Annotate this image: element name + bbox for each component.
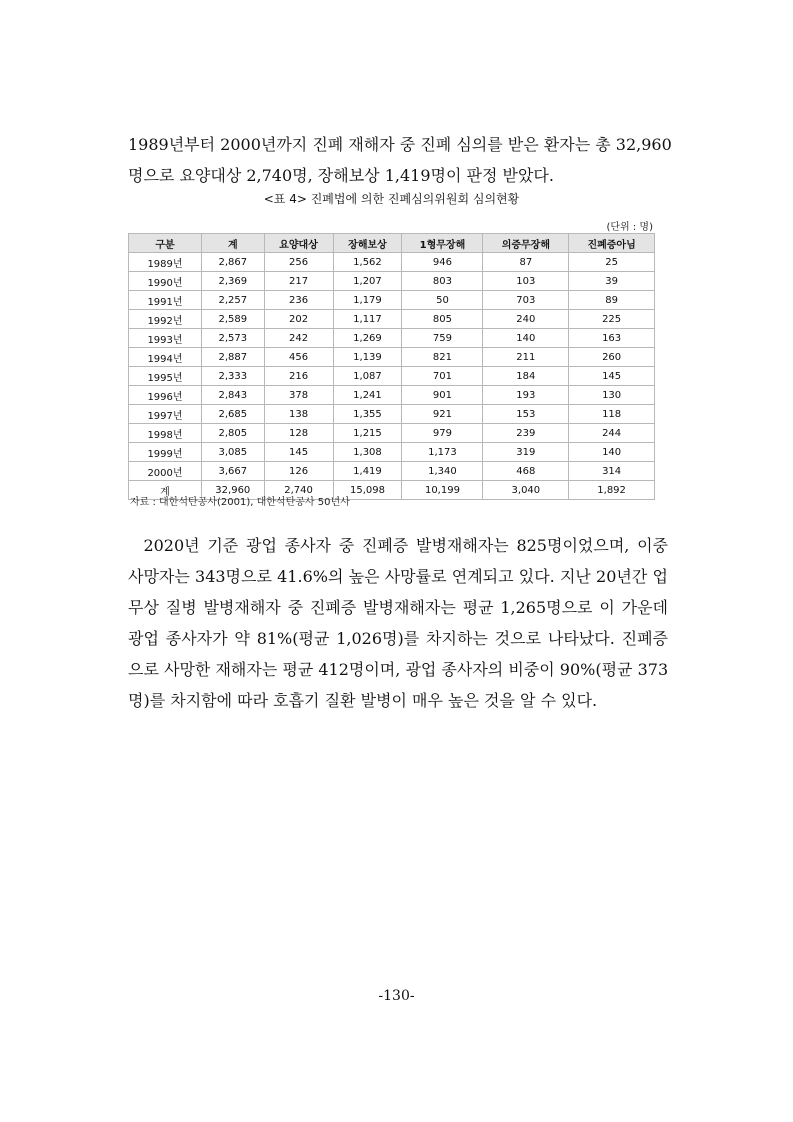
table-cell: 314: [569, 462, 655, 481]
table-cell: 921: [402, 405, 483, 424]
paragraph-line: 무상 질병 발병재해자 중 진폐증 발병재해자는 평균 1,265명으로 이 가운데: [128, 598, 668, 617]
row-label-cell: 1989년: [129, 253, 202, 272]
paragraph-line: 명)를 차지함에 따라 호흡기 질환 발병이 매우 높은 것을 알 수 있다.: [128, 691, 598, 710]
table-cell: 25: [569, 253, 655, 272]
table-row: [129, 272, 655, 291]
table-cell: 256: [264, 253, 333, 272]
table-cell: 239: [483, 424, 569, 443]
paragraph-line: 2020년 기준 광업 종사자 중 진폐증 발병재해자는 825명이었으며, 이중: [128, 536, 668, 555]
table-cell: 319: [483, 443, 569, 462]
table-cell: 10,199: [402, 481, 483, 500]
table-row: [129, 462, 655, 481]
table-cell: 2,887: [202, 348, 265, 367]
table-cell: 1,179: [333, 291, 402, 310]
table-row: [129, 443, 655, 462]
paragraph-line: 명으로 요양대상 2,740명, 장해보상 1,419명이 판정 받았다.: [128, 166, 554, 185]
table-cell: 2,740: [264, 481, 333, 500]
row-label-cell: 1996년: [129, 386, 202, 405]
row-label-cell: 2000년: [129, 462, 202, 481]
table-cell: 1,207: [333, 272, 402, 291]
table-cell: 979: [402, 424, 483, 443]
table-cell: 140: [569, 443, 655, 462]
table-cell: 260: [569, 348, 655, 367]
table-cell: 1,117: [333, 310, 402, 329]
table-cell: 225: [569, 310, 655, 329]
row-label-cell: 1992년: [129, 310, 202, 329]
table-cell: 211: [483, 348, 569, 367]
table-row: [129, 424, 655, 443]
row-label-cell: 1997년: [129, 405, 202, 424]
table-cell: 468: [483, 462, 569, 481]
table-source-note: 자료 : 대한석탄공사(2001), 대한석탄공사 50년사: [130, 497, 350, 508]
table-cell: 1,139: [333, 348, 402, 367]
table-cell: 103: [483, 272, 569, 291]
table-cell: 39: [569, 272, 655, 291]
row-label-cell: 1993년: [129, 329, 202, 348]
page-number: -130-: [378, 988, 415, 1004]
table-cell: 118: [569, 405, 655, 424]
table-row: [129, 329, 655, 348]
table-row: [129, 367, 655, 386]
table-cell: 1,241: [333, 386, 402, 405]
table-row: [129, 348, 655, 367]
row-label-cell: 1994년: [129, 348, 202, 367]
row-label-cell: 1990년: [129, 272, 202, 291]
column-header: 진폐증아님: [569, 234, 655, 253]
table-cell: 901: [402, 386, 483, 405]
table-cell: 2,257: [202, 291, 265, 310]
row-label-cell: 1998년: [129, 424, 202, 443]
table-cell: 145: [264, 443, 333, 462]
table-row: [129, 386, 655, 405]
table-cell: 2,333: [202, 367, 265, 386]
table-cell: 2,867: [202, 253, 265, 272]
table-row: [129, 253, 655, 272]
table-cell: 32,960: [202, 481, 265, 500]
table-cell: 217: [264, 272, 333, 291]
table-cell: 216: [264, 367, 333, 386]
table-cell: 242: [264, 329, 333, 348]
table-caption: <표 4> 진폐법에 의한 진폐심의위원회 심의현황: [263, 192, 520, 206]
table-cell: 1,308: [333, 443, 402, 462]
table-cell: 2,589: [202, 310, 265, 329]
table-cell: 759: [402, 329, 483, 348]
table-cell: 87: [483, 253, 569, 272]
table-cell: 1,355: [333, 405, 402, 424]
table-cell: 456: [264, 348, 333, 367]
table-cell: 145: [569, 367, 655, 386]
column-header: 요양대상: [264, 234, 333, 253]
table-cell: 236: [264, 291, 333, 310]
pneumoconiosis-review-table: [128, 233, 655, 500]
table-cell: 89: [569, 291, 655, 310]
paragraph-line: 광업 종사자가 약 81%(평균 1,026명)를 차지하는 것으로 나타났다. 진폐증: [128, 629, 668, 648]
table-cell: 163: [569, 329, 655, 348]
table-cell: 50: [402, 291, 483, 310]
table-cell: 2,843: [202, 386, 265, 405]
table-cell: 701: [402, 367, 483, 386]
table-cell: 202: [264, 310, 333, 329]
column-header: 1형무장해: [402, 234, 483, 253]
table-cell: 1,087: [333, 367, 402, 386]
table-cell: 130: [569, 386, 655, 405]
table-cell: 1,419: [333, 462, 402, 481]
table-row: [129, 310, 655, 329]
table-cell: 138: [264, 405, 333, 424]
table-cell: 1,173: [402, 443, 483, 462]
table-cell: 2,805: [202, 424, 265, 443]
table-cell: 1,892: [569, 481, 655, 500]
table-cell: 15,098: [333, 481, 402, 500]
paragraph-line: 사망자는 343명으로 41.6%의 높은 사망률로 연계되고 있다. 지난 20년간 업: [128, 567, 668, 586]
table-cell: 2,685: [202, 405, 265, 424]
row-label-cell: 1995년: [129, 367, 202, 386]
table-cell: 1,215: [333, 424, 402, 443]
table-cell: 153: [483, 405, 569, 424]
column-header: 구분: [129, 234, 202, 253]
column-header: 장해보상: [333, 234, 402, 253]
table-cell: 1,562: [333, 253, 402, 272]
table-cell: 3,040: [483, 481, 569, 500]
table-cell: 2,573: [202, 329, 265, 348]
table-body: [129, 253, 655, 500]
table-unit-note: (단위 : 명): [606, 222, 653, 233]
table-cell: 946: [402, 253, 483, 272]
body-paragraph: [128, 530, 668, 716]
table-cell: 193: [483, 386, 569, 405]
table-cell: 3,667: [202, 462, 265, 481]
table-cell: 140: [483, 329, 569, 348]
paragraph-line: 1989년부터 2000년까지 진폐 재해자 중 진폐 심의를 받은 환자는 총 32,960: [128, 135, 672, 154]
intro-paragraph: [128, 129, 672, 191]
table-row: [129, 405, 655, 424]
row-label-cell: 계: [129, 481, 202, 500]
table-header-row: [129, 234, 655, 253]
table-cell: 2,369: [202, 272, 265, 291]
table-cell: 240: [483, 310, 569, 329]
row-label-cell: 1991년: [129, 291, 202, 310]
table-cell: 3,085: [202, 443, 265, 462]
table-cell: 821: [402, 348, 483, 367]
table-cell: 803: [402, 272, 483, 291]
table-cell: 1,269: [333, 329, 402, 348]
table-cell: 805: [402, 310, 483, 329]
paragraph-line: 으로 사망한 재해자는 평균 412명이며, 광업 종사자의 비중이 90%(평균 373: [128, 660, 669, 679]
table-cell: 126: [264, 462, 333, 481]
table-row: [129, 291, 655, 310]
table-cell: 128: [264, 424, 333, 443]
column-header: 의증무장해: [483, 234, 569, 253]
table-cell: 244: [569, 424, 655, 443]
table-cell: 378: [264, 386, 333, 405]
row-label-cell: 1999년: [129, 443, 202, 462]
table-cell: 184: [483, 367, 569, 386]
column-header: 계: [202, 234, 265, 253]
table-cell: 1,340: [402, 462, 483, 481]
table-cell: 703: [483, 291, 569, 310]
